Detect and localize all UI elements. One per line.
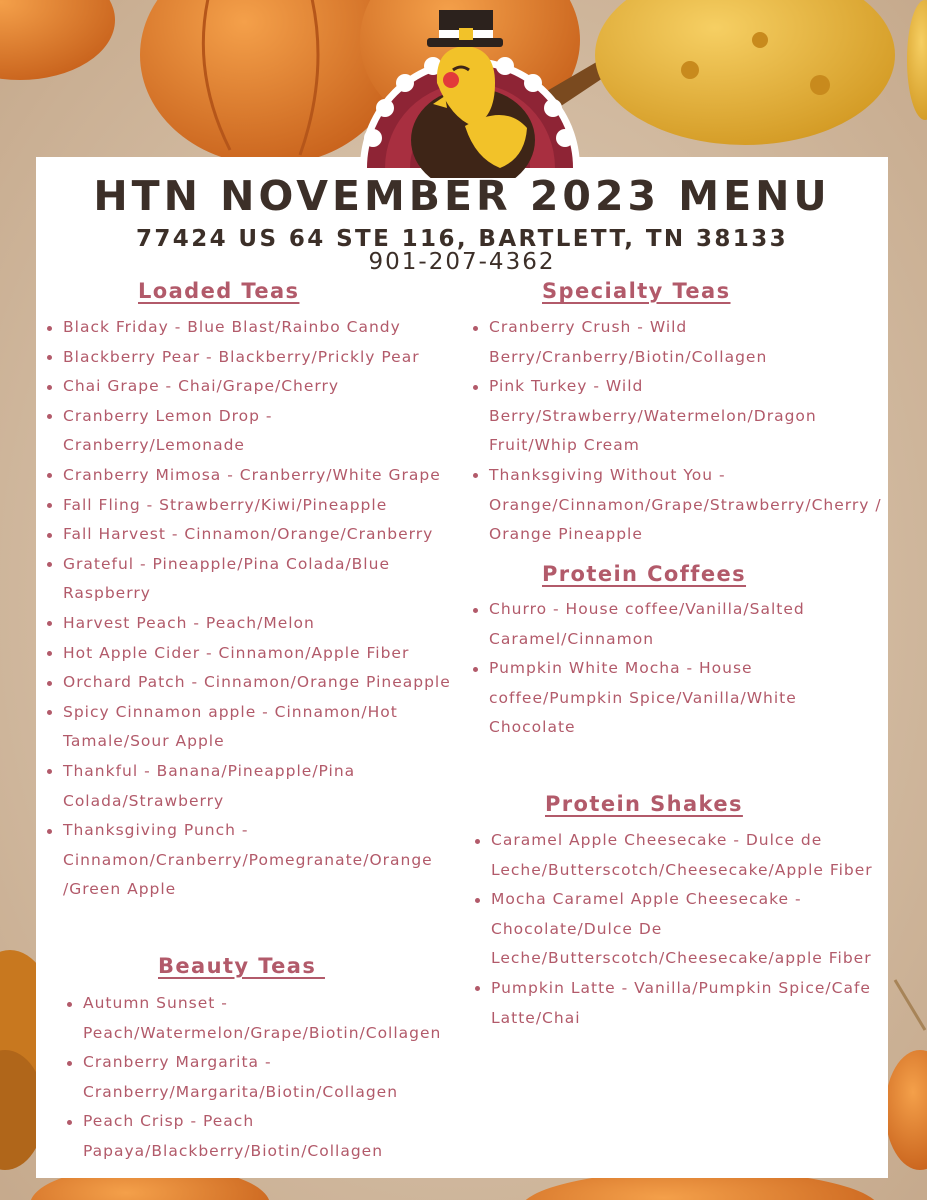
loaded-teas-heading: Loaded Teas [138,279,300,303]
list-item: Blackberry Pear - Blackberry/Prickly Pear [63,343,458,373]
protein-coffees-heading: Protein Coffees [542,562,747,586]
turkey-pilgrim-icon [355,8,585,178]
list-item: Cranberry Margarita - Cranberry/Margarita/Biotin/Collagen [83,1048,478,1107]
list-item: Caramel Apple Cheesecake - Dulce de Leche/Butterscotch/Cheesecake/Apple Fiber [491,826,886,885]
page-title: HTN NOVEMBER 2023 MENU [93,172,831,220]
list-item: Cranberry Mimosa - Cranberry/White Grape [63,461,458,491]
list-item: Peach Crisp - Peach Papaya/Blackberry/Biotin/Collagen [83,1107,478,1166]
protein-coffees-list [471,595,884,743]
specialty-teas-heading: Specialty Teas [542,279,731,303]
list-item: Mocha Caramel Apple Cheesecake - Chocolate/Dulce De Leche/Butterscotch/Cheesecake/apple Fiber [491,885,886,974]
store-phone: 901-207-4362 [368,249,556,275]
list-item: Churro - House coffee/Vanilla/Salted Caramel/Cinnamon [489,595,884,654]
list-item: Cranberry Lemon Drop - Cranberry/Lemonade [63,402,458,461]
list-item: Thanksgiving Without You - Orange/Cinnamon/Grape/Strawberry/Cherry / Orange Pineapple [489,461,884,550]
list-item: Pumpkin Latte - Vanilla/Pumpkin Spice/Cafe Latte/Chai [491,974,886,1033]
list-item: Pumpkin White Mocha - House coffee/Pumpkin Spice/Vanilla/White Chocolate [489,654,884,743]
list-item: Thanksgiving Punch - Cinnamon/Cranberry/Pomegranate/Orange /Green Apple [63,816,458,905]
list-item: Black Friday - Blue Blast/Rainbo Candy [63,313,458,343]
list-item: Grateful - Pineapple/Pina Colada/Blue Raspberry [63,550,458,609]
store-address: 77424 US 64 STE 116, BARTLETT, TN 38133 [135,226,788,252]
specialty-teas-list [471,313,884,550]
protein-shakes-heading: Protein Shakes [545,792,743,816]
list-item: Hot Apple Cider - Cinnamon/Apple Fiber [63,639,458,669]
list-item: Autumn Sunset - Peach/Watermelon/Grape/Biotin/Collagen [83,989,478,1048]
list-item: Chai Grape - Chai/Grape/Cherry [63,372,458,402]
list-item: Cranberry Crush - Wild Berry/Cranberry/Biotin/Collagen [489,313,884,372]
list-item: Orchard Patch - Cinnamon/Orange Pineapple [63,668,458,698]
list-item: Spicy Cinnamon apple - Cinnamon/Hot Tamale/Sour Apple [63,698,458,757]
list-item: Fall Harvest - Cinnamon/Orange/Cranberry [63,520,458,550]
list-item: Harvest Peach - Peach/Melon [63,609,458,639]
beauty-teas-list [65,989,478,1167]
list-item: Fall Fling - Strawberry/Kiwi/Pineapple [63,491,458,521]
protein-shakes-list [473,826,886,1033]
list-item: Thankful - Banana/Pineapple/Pina Colada/Strawberry [63,757,458,816]
loaded-teas-list [45,313,458,905]
list-item: Pink Turkey - Wild Berry/Strawberry/Watermelon/Dragon Fruit/Whip Cream [489,372,884,461]
beauty-teas-heading: Beauty Teas [158,954,325,978]
